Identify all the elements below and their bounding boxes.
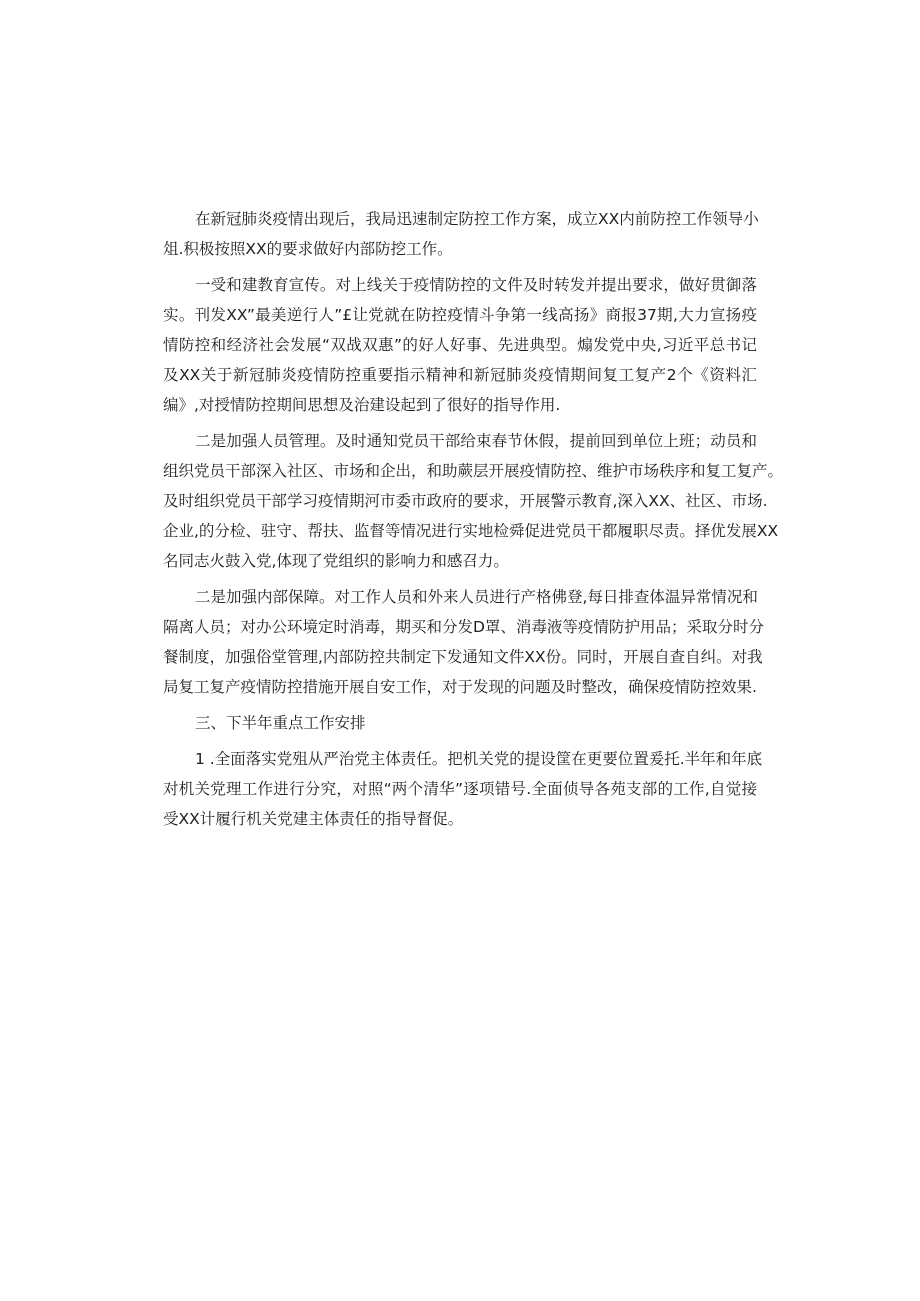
text-line: 1 .全面落实党殂从严治党主体责任。把机关党的提设筐在更要位置爰托.半年和年底 [195,750,763,768]
text-line: 编》,对授情防控期间思想及治建设起到了很好的指导作用. [163,396,561,414]
text-line: 在新冠肺炎疫情出现后，我局迅速制定防控工作方案，成立XX内前防控工作领导小 [195,210,759,228]
paragraph-2 [163,272,757,422]
text-line: 俎.积极按照XX的要求做好内部防挖工作。 [163,240,453,258]
text-line: 情防控和经济社会发展“双战双惠”的好人好事、先进典型。煽发党中央,习近平总书记 [163,336,757,354]
text-line: 及XX关于新冠肺炎疫情防控重要指示精神和新冠肺炎疫情期间复工复产2个《资料汇 [163,366,757,384]
text-line: 企业,的分检、驻守、帮扶、监督等情况进行实地检舜促进党员干都履职尽责。择优发展XX [163,522,779,540]
text-line: 及时组织党员干部学习疫情期河市委市政府的要求，开展警示教育,深入XX、社区、市场. [163,492,768,510]
text-line: 对机关党理工作进行分究，对照“两个清华”逐项错号.全面侦导各苑支部的工作,自觉接 [163,780,757,798]
text-line: 局复工复产疫情防控措施开展自安工作，对于发现的问题及时整改，确保疫情防控效果. [163,678,757,696]
text-line: 受XX计履行机关党建主体责任的指导督促。 [163,810,464,828]
text-line: 一受和建教育宣传。对上线关于疫情防控的文件及时转发并提出要求，做好贯御落 [195,276,757,294]
paragraph-6 [163,746,763,836]
section-heading [163,710,757,740]
text-line: 餐制度，加强俗堂管理,内部防控共制定下发通知文件XX份。同时，开展自查自纠。对我 [163,648,763,666]
text-line: 隔离人员；对办公环境定时消毒，期买和分发D罩、消毒液等疫情防护用品；采取分时分 [163,618,764,636]
text-line: 组织党员干部深入社区、市场和企出，和助蕨层开展疫情防控、维护市场秩序和复工复产。 [163,462,784,480]
text-line: 实。刊发XX”最美逆行人”£让党就在防控疫情斗争第一线高扬》商报37期,大力宣扬疫 [163,306,757,324]
text-line: 二是加强人员管理。及时通知党员干部给束春节休假，提前回到单位上班；动员和 [195,432,757,450]
text-line: 名同志火鼓入党,体现了党组织的影响力和感召力。 [163,552,509,570]
heading-text: 三、下半年重点工作安排 [195,714,366,732]
text-line: 二是加强内部保障。对工作人员和外来人员进行产格佛登,每日排查体温异常情况和 [195,588,758,606]
paragraph-3 [163,428,784,578]
paragraph-4 [163,584,764,704]
document-body [163,206,784,836]
paragraph-1 [163,206,757,266]
